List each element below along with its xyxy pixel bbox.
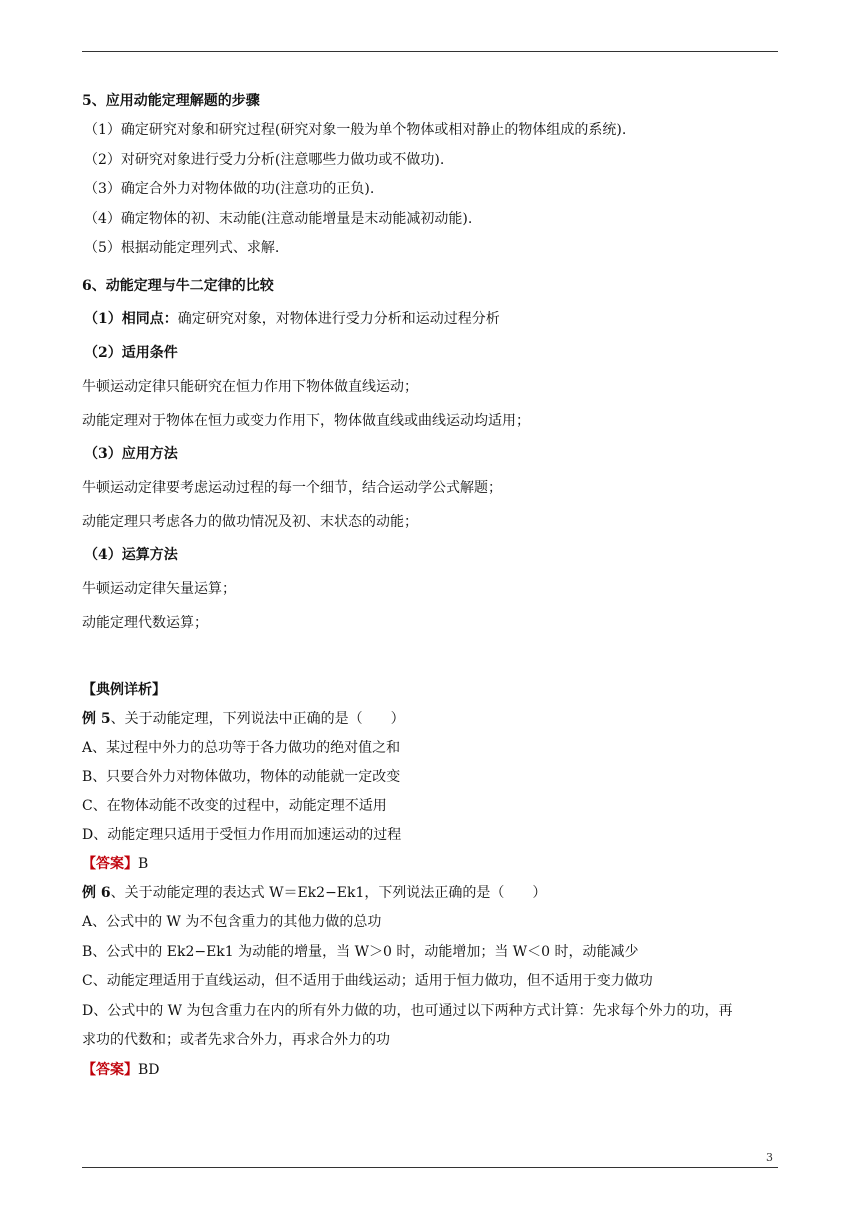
similarity-text: 确定研究对象，对物体进行受力分析和运动过程分析: [177, 311, 500, 327]
example-5-label: 例 5: [82, 711, 111, 727]
conditions-newton: 牛顿运动定律只能研究在恒力作用下物体做直线运动；: [82, 379, 418, 395]
example-6-label: 例 6: [82, 885, 111, 901]
example-5-option-d: D、动能定理只适用于受恒力作用而加速运动的过程: [82, 827, 402, 843]
example-6-question: [82, 883, 546, 903]
example-6-question-text: 、关于动能定理的表达式 W＝Ek2−Ek1，下列说法正确的是（ ）: [110, 885, 547, 901]
calc-label: （4）运算方法: [84, 547, 178, 563]
answer-value: B: [138, 856, 149, 872]
calc-energy: 动能定理代数运算；: [82, 615, 208, 631]
similarity-label: （1）相同点：: [84, 311, 178, 327]
example-5-question: [82, 709, 405, 729]
step-2: （2）对研究对象进行受力分析(注意哪些力做功或不做功).: [84, 152, 445, 168]
example-6-option-d-cont: 求功的代数和；或者先求合外力，再求合外力的功: [82, 1032, 390, 1048]
answer-label: 【答案】: [82, 856, 138, 872]
answer-value: BD: [138, 1062, 160, 1078]
example-6-option-c: C、动能定理适用于直线运动，但不适用于曲线运动；适用于恒力做功，但不适用于变力做功: [82, 973, 653, 989]
header-rule: [82, 51, 778, 52]
example-6-option-d: D、公式中的 W 为包含重力在内的所有外力做的功，也可通过以下两种方式计算：先求每个外力的功，再: [82, 1003, 733, 1019]
example-5-option-c: C、在物体动能不改变的过程中，动能定理不适用: [82, 798, 387, 814]
example-5-option-a: A、某过程中外力的总功等于各力做功的绝对值之和: [82, 740, 401, 756]
step-5: （5）根据动能定理列式、求解.: [84, 240, 280, 256]
calc-newton: 牛顿运动定律矢量运算；: [82, 581, 236, 597]
example-5-answer: [82, 854, 148, 874]
step-3: （3）确定合外力对物体做的功(注意功的正负).: [84, 181, 375, 197]
example-5-option-b: B、只要合外力对物体做功，物体的动能就一定改变: [82, 769, 401, 785]
method-energy: 动能定理只考虑各力的做功情况及初、末状态的动能；: [82, 514, 418, 530]
answer-label: 【答案】: [82, 1062, 138, 1078]
section-5-title: 5、应用动能定理解题的步骤: [82, 93, 260, 109]
section-6-title: 6、动能定理与牛二定律的比较: [82, 278, 274, 294]
conditions-energy: 动能定理对于物体在恒力或变力作用下，物体做直线或曲线运动均适用；: [82, 413, 530, 429]
page-number: 3: [766, 1151, 773, 1164]
footer-rule: [82, 1167, 778, 1168]
example-5-question-text: 、关于动能定理，下列说法中正确的是（ ）: [110, 711, 405, 727]
example-6-option-a: A、公式中的 W 为不包含重力的其他力做的总功: [82, 914, 382, 930]
step-4: （4）确定物体的初、末动能(注意动能增量是末动能减初动能).: [84, 211, 473, 227]
method-label: （3）应用方法: [84, 446, 178, 462]
step-1: （1）确定研究对象和研究过程(研究对象一般为单个物体或相对静止的物体组成的系统).: [84, 122, 627, 138]
method-newton: 牛顿运动定律要考虑运动过程的每一个细节，结合运动学公式解题；: [82, 480, 502, 496]
examples-heading: 【典例详析】: [82, 682, 166, 698]
example-6-answer: [82, 1060, 160, 1080]
conditions-label: （2）适用条件: [84, 345, 178, 361]
example-6-option-b: B、公式中的 Ek2−Ek1 为动能的增量，当 W＞0 时，动能增加；当 W＜0 时，动能减少: [82, 944, 639, 960]
similarity-paragraph: [84, 309, 500, 329]
